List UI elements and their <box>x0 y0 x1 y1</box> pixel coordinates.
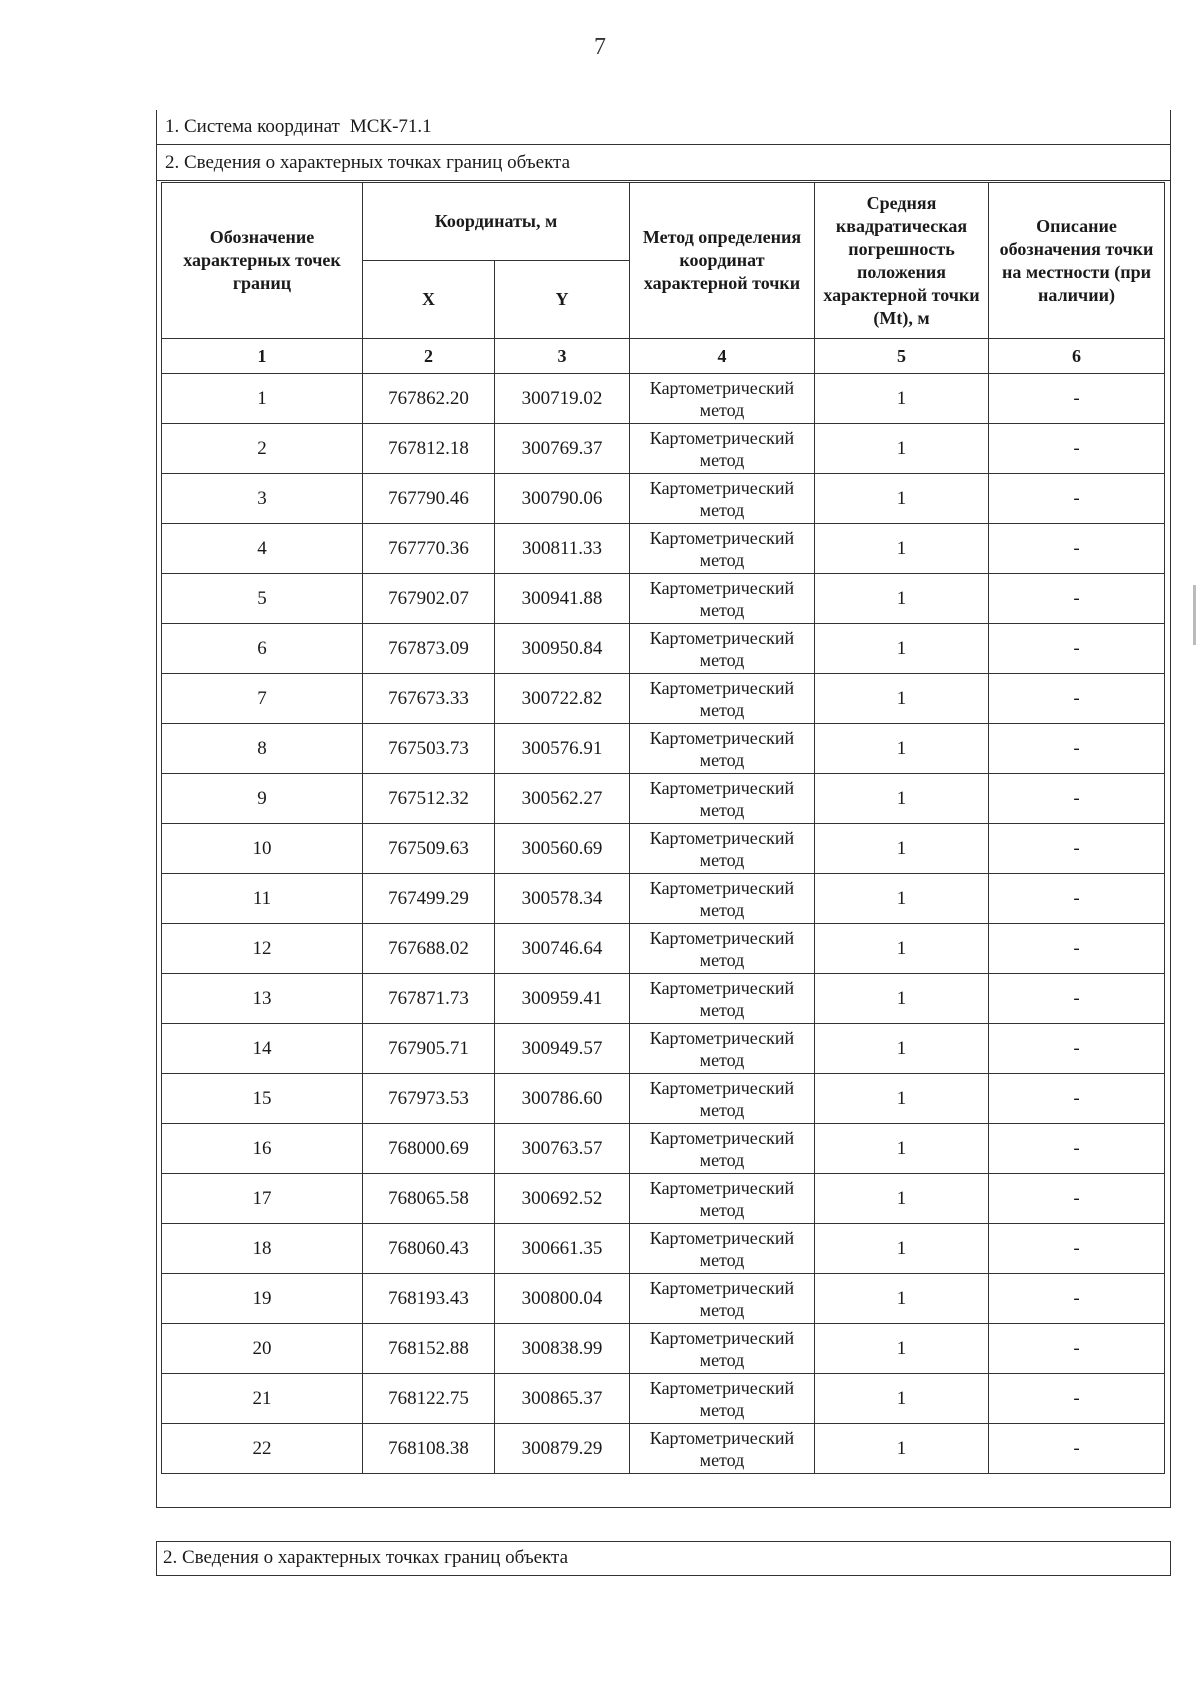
description-cell: - <box>989 824 1165 874</box>
y-coordinate-cell: 300949.57 <box>495 1024 630 1074</box>
method-cell <box>630 974 815 1024</box>
description-cell: - <box>989 1224 1165 1274</box>
method-line-2: метод <box>699 949 745 970</box>
description-cell: - <box>989 1024 1165 1074</box>
method-cell <box>630 1124 815 1174</box>
method-cell <box>630 1074 815 1124</box>
description-cell: - <box>989 1324 1165 1374</box>
description-cell: - <box>989 1424 1165 1474</box>
y-coordinate-cell: 300562.27 <box>495 774 630 824</box>
description-cell: - <box>989 624 1165 674</box>
x-coordinate-cell: 767503.73 <box>363 724 495 774</box>
method-line-2: метод <box>699 1049 745 1070</box>
x-coordinate-cell: 767873.09 <box>363 624 495 674</box>
method-cell <box>630 424 815 474</box>
header-method: Метод определения координат характерной точки <box>630 183 815 339</box>
description-cell: - <box>989 774 1165 824</box>
point-id-cell: 6 <box>162 624 363 674</box>
point-id-cell: 16 <box>162 1124 363 1174</box>
point-id-cell: 2 <box>162 424 363 474</box>
x-coordinate-cell: 767862.20 <box>363 374 495 424</box>
y-coordinate-cell: 300865.37 <box>495 1374 630 1424</box>
accuracy-cell: 1 <box>815 524 989 574</box>
accuracy-cell: 1 <box>815 674 989 724</box>
description-cell: - <box>989 1124 1165 1174</box>
y-coordinate-cell: 300769.37 <box>495 424 630 474</box>
x-coordinate-cell: 768060.43 <box>363 1224 495 1274</box>
method-line-2: метод <box>699 449 745 470</box>
method-line-1: Картометрический <box>649 1377 795 1398</box>
accuracy-cell: 1 <box>815 1074 989 1124</box>
x-coordinate-cell: 768152.88 <box>363 1324 495 1374</box>
x-coordinate-cell: 767790.46 <box>363 474 495 524</box>
x-coordinate-cell: 767905.71 <box>363 1024 495 1074</box>
accuracy-cell: 1 <box>815 374 989 424</box>
x-coordinate-cell: 767673.33 <box>363 674 495 724</box>
point-id-cell: 11 <box>162 874 363 924</box>
method-line-2: метод <box>699 1149 745 1170</box>
description-cell: - <box>989 524 1165 574</box>
table-row <box>162 424 1165 474</box>
y-coordinate-cell: 300800.04 <box>495 1274 630 1324</box>
method-cell <box>630 474 815 524</box>
method-line-2: метод <box>699 799 745 820</box>
scan-edge-mark <box>1193 585 1196 645</box>
coordinate-system-label: 1. Система координат <box>165 116 340 137</box>
description-cell: - <box>989 974 1165 1024</box>
table-row <box>162 1024 1165 1074</box>
description-cell: - <box>989 924 1165 974</box>
x-coordinate-cell: 767902.07 <box>363 574 495 624</box>
method-cell <box>630 1424 815 1474</box>
x-coordinate-cell: 767973.53 <box>363 1074 495 1124</box>
accuracy-cell: 1 <box>815 1324 989 1374</box>
table-row <box>162 874 1165 924</box>
table-row <box>162 1274 1165 1324</box>
method-line-1: Картометрический <box>649 827 795 848</box>
table-row <box>162 674 1165 724</box>
y-coordinate-cell: 300722.82 <box>495 674 630 724</box>
method-line-2: метод <box>699 649 745 670</box>
method-line-1: Картометрический <box>649 377 795 398</box>
table-row <box>162 374 1165 424</box>
header-accuracy: Средняя квадратическая погрешность положения характерной точки (Mt), м <box>815 183 989 339</box>
point-id-cell: 13 <box>162 974 363 1024</box>
method-cell <box>630 1224 815 1274</box>
x-coordinate-cell: 768108.38 <box>363 1424 495 1474</box>
y-coordinate-cell: 300941.88 <box>495 574 630 624</box>
point-id-cell: 15 <box>162 1074 363 1124</box>
table-row <box>162 1424 1165 1474</box>
method-line-1: Картометрический <box>649 877 795 898</box>
point-id-cell: 14 <box>162 1024 363 1074</box>
method-line-1: Картометрический <box>649 977 795 998</box>
x-coordinate-cell: 767512.32 <box>363 774 495 824</box>
method-line-2: метод <box>699 849 745 870</box>
accuracy-cell: 1 <box>815 924 989 974</box>
method-cell <box>630 374 815 424</box>
method-line-1: Картометрический <box>649 727 795 748</box>
method-cell <box>630 674 815 724</box>
x-coordinate-cell: 767688.02 <box>363 924 495 974</box>
method-line-1: Картометрический <box>649 677 795 698</box>
method-cell <box>630 874 815 924</box>
y-coordinate-cell: 300576.91 <box>495 724 630 774</box>
x-coordinate-cell: 768000.69 <box>363 1124 495 1174</box>
y-coordinate-cell: 300719.02 <box>495 374 630 424</box>
description-cell: - <box>989 874 1165 924</box>
accuracy-cell: 1 <box>815 1024 989 1074</box>
description-cell: - <box>989 424 1165 474</box>
y-coordinate-cell: 300959.41 <box>495 974 630 1024</box>
method-line-1: Картометрический <box>649 1227 795 1248</box>
column-number: 4 <box>630 339 815 374</box>
y-coordinate-cell: 300879.29 <box>495 1424 630 1474</box>
point-id-cell: 7 <box>162 674 363 724</box>
y-coordinate-cell: 300838.99 <box>495 1324 630 1374</box>
method-line-1: Картометрический <box>649 1427 795 1448</box>
point-id-cell: 18 <box>162 1224 363 1274</box>
x-coordinate-cell: 768193.43 <box>363 1274 495 1324</box>
accuracy-cell: 1 <box>815 1174 989 1224</box>
section-title: 2. Сведения о характерных точках границ объекта <box>157 146 1170 181</box>
method-line-2: метод <box>699 1449 745 1470</box>
method-line-1: Картометрический <box>649 427 795 448</box>
column-number: 6 <box>989 339 1165 374</box>
method-line-1: Картометрический <box>649 927 795 948</box>
accuracy-cell: 1 <box>815 874 989 924</box>
y-coordinate-cell: 300790.06 <box>495 474 630 524</box>
method-cell <box>630 1324 815 1374</box>
method-line-1: Картометрический <box>649 1277 795 1298</box>
point-id-cell: 5 <box>162 574 363 624</box>
accuracy-cell: 1 <box>815 1374 989 1424</box>
point-id-cell: 8 <box>162 724 363 774</box>
table-body <box>162 374 1165 1474</box>
method-line-2: метод <box>699 399 745 420</box>
accuracy-cell: 1 <box>815 724 989 774</box>
x-coordinate-cell: 767770.36 <box>363 524 495 574</box>
table-row <box>162 1124 1165 1174</box>
point-id-cell: 19 <box>162 1274 363 1324</box>
table-row <box>162 924 1165 974</box>
table-row <box>162 724 1165 774</box>
method-cell <box>630 924 815 974</box>
method-cell <box>630 824 815 874</box>
bottom-section-title: 2. Сведения о характерных точках границ объекта <box>156 1541 1171 1576</box>
method-line-2: метод <box>699 749 745 770</box>
method-line-2: метод <box>699 549 745 570</box>
y-coordinate-cell: 300811.33 <box>495 524 630 574</box>
accuracy-cell: 1 <box>815 1424 989 1474</box>
method-line-2: метод <box>699 1199 745 1220</box>
x-coordinate-cell: 767812.18 <box>363 424 495 474</box>
method-line-1: Картометрический <box>649 527 795 548</box>
point-id-cell: 9 <box>162 774 363 824</box>
accuracy-cell: 1 <box>815 1224 989 1274</box>
description-cell: - <box>989 574 1165 624</box>
point-id-cell: 17 <box>162 1174 363 1224</box>
x-coordinate-cell: 767871.73 <box>363 974 495 1024</box>
accuracy-cell: 1 <box>815 1274 989 1324</box>
method-line-2: метод <box>699 499 745 520</box>
point-id-cell: 1 <box>162 374 363 424</box>
point-id-cell: 20 <box>162 1324 363 1374</box>
table-row <box>162 1324 1165 1374</box>
table-row <box>162 774 1165 824</box>
table-row <box>162 524 1165 574</box>
y-coordinate-cell: 300950.84 <box>495 624 630 674</box>
method-line-2: метод <box>699 1299 745 1320</box>
method-line-2: метод <box>699 999 745 1020</box>
header-x: X <box>363 261 495 339</box>
y-coordinate-cell: 300578.34 <box>495 874 630 924</box>
accuracy-cell: 1 <box>815 1124 989 1174</box>
accuracy-cell: 1 <box>815 624 989 674</box>
y-coordinate-cell: 300763.57 <box>495 1124 630 1174</box>
x-coordinate-cell: 768065.58 <box>363 1174 495 1224</box>
y-coordinate-cell: 300560.69 <box>495 824 630 874</box>
document-frame <box>156 110 1171 1508</box>
y-coordinate-cell: 300692.52 <box>495 1174 630 1224</box>
method-line-2: метод <box>699 1099 745 1120</box>
method-cell <box>630 624 815 674</box>
table-row <box>162 624 1165 674</box>
header-y: Y <box>495 261 630 339</box>
accuracy-cell: 1 <box>815 774 989 824</box>
header-coordinates: Координаты, м <box>363 183 630 261</box>
table-row <box>162 974 1165 1024</box>
method-line-2: метод <box>699 599 745 620</box>
page-number: 7 <box>594 34 606 60</box>
description-cell: - <box>989 1174 1165 1224</box>
method-cell <box>630 1274 815 1324</box>
x-coordinate-cell: 767499.29 <box>363 874 495 924</box>
column-numbers-row <box>162 339 1165 374</box>
point-id-cell: 10 <box>162 824 363 874</box>
table-row <box>162 474 1165 524</box>
table-row <box>162 1374 1165 1424</box>
column-number: 1 <box>162 339 363 374</box>
table-row <box>162 1074 1165 1124</box>
method-line-1: Картометрический <box>649 477 795 498</box>
method-line-1: Картометрический <box>649 1177 795 1198</box>
method-line-2: метод <box>699 1399 745 1420</box>
description-cell: - <box>989 724 1165 774</box>
x-coordinate-cell: 768122.75 <box>363 1374 495 1424</box>
description-cell: - <box>989 674 1165 724</box>
table-row <box>162 824 1165 874</box>
method-cell <box>630 724 815 774</box>
method-line-2: метод <box>699 1249 745 1270</box>
y-coordinate-cell: 300661.35 <box>495 1224 630 1274</box>
method-cell <box>630 774 815 824</box>
method-line-1: Картометрический <box>649 627 795 648</box>
method-cell <box>630 1174 815 1224</box>
method-line-1: Картометрический <box>649 1077 795 1098</box>
description-cell: - <box>989 1274 1165 1324</box>
accuracy-cell: 1 <box>815 974 989 1024</box>
table-row <box>162 1224 1165 1274</box>
accuracy-cell: 1 <box>815 824 989 874</box>
column-number: 2 <box>363 339 495 374</box>
point-id-cell: 21 <box>162 1374 363 1424</box>
method-line-1: Картометрический <box>649 1327 795 1348</box>
method-line-1: Картометрический <box>649 1027 795 1048</box>
method-line-1: Картометрический <box>649 777 795 798</box>
method-line-2: метод <box>699 899 745 920</box>
x-coordinate-cell: 767509.63 <box>363 824 495 874</box>
column-number: 5 <box>815 339 989 374</box>
accuracy-cell: 1 <box>815 474 989 524</box>
y-coordinate-cell: 300746.64 <box>495 924 630 974</box>
method-line-2: метод <box>699 699 745 720</box>
point-id-cell: 12 <box>162 924 363 974</box>
method-line-1: Картометрический <box>649 1127 795 1148</box>
table-row <box>162 1174 1165 1224</box>
header-designation: Обозначение характерных точек границ <box>162 183 363 339</box>
coordinate-system-value: МСК-71.1 <box>349 116 432 137</box>
method-cell <box>630 524 815 574</box>
method-cell <box>630 1374 815 1424</box>
description-cell: - <box>989 1074 1165 1124</box>
accuracy-cell: 1 <box>815 574 989 624</box>
table-row <box>162 574 1165 624</box>
method-line-1: Картометрический <box>649 577 795 598</box>
coordinate-system-row <box>157 110 1170 145</box>
point-id-cell: 3 <box>162 474 363 524</box>
method-cell <box>630 574 815 624</box>
description-cell: - <box>989 1374 1165 1424</box>
method-line-2: метод <box>699 1349 745 1370</box>
point-id-cell: 4 <box>162 524 363 574</box>
method-cell <box>630 1024 815 1074</box>
column-number: 3 <box>495 339 630 374</box>
header-description: Описание обозначения точки на местности (при наличии) <box>989 183 1165 339</box>
description-cell: - <box>989 374 1165 424</box>
accuracy-cell: 1 <box>815 424 989 474</box>
y-coordinate-cell: 300786.60 <box>495 1074 630 1124</box>
point-id-cell: 22 <box>162 1424 363 1474</box>
boundary-points-table <box>161 182 1165 1474</box>
description-cell: - <box>989 474 1165 524</box>
